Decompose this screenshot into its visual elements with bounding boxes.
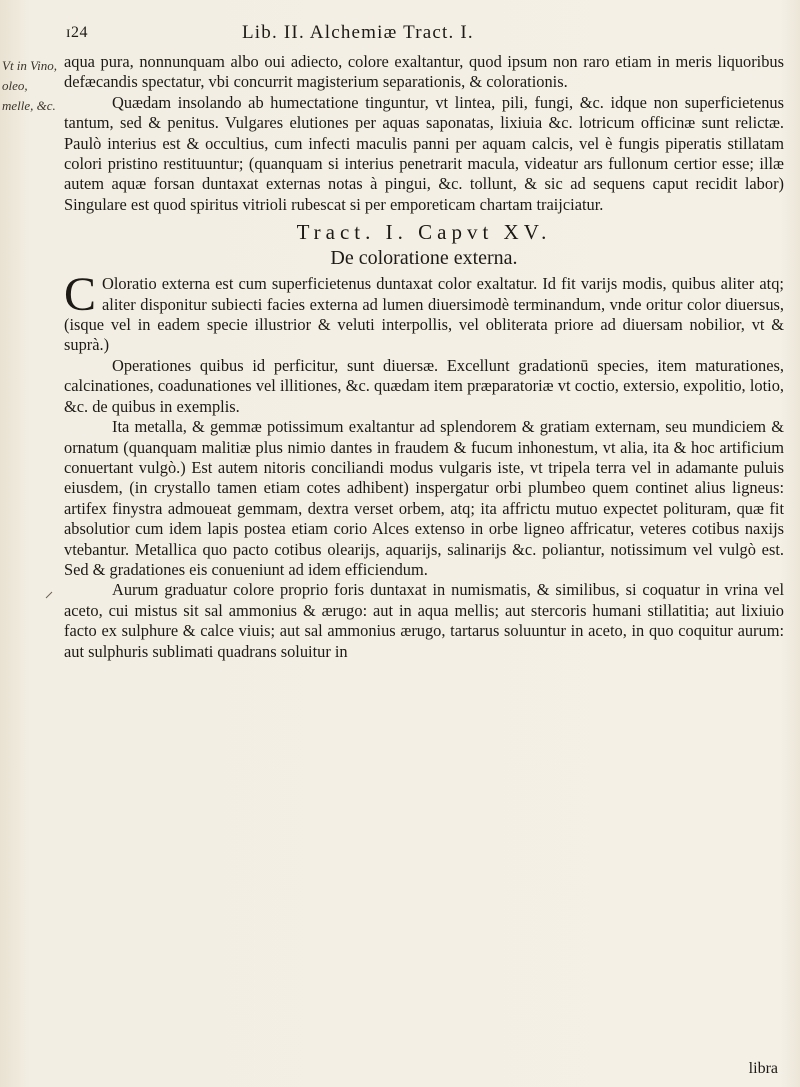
paragraph-continuation: aqua pura, nonnunquam albo oui adiecto, colore exaltantur, quod ipsum non raro etiam in meris liquoribus defæcandis spectatur, vbi concurrit magisterium separationis, & colorationis. <box>64 52 784 92</box>
first-paragraph-text: Oloratio externa est cum superficietenus duntaxat color exaltatur. Id fit varijs modis, quibus aliter atq; aliter disponitur subiecti facies externa ad lumen diuersimodè terminandum, vnde oritur color diuersus, (isque vel in eadem specie illustrior & veluti interpollis, vel obliterata priore ad diuersam nobilior, vt & suprà.) <box>64 274 784 355</box>
body-text <box>64 52 784 662</box>
paragraph: Aurum graduatur colore proprio foris duntaxat in numismatis, & similibus, si coquatur in vrina vel aceto, cui mistus sit sal ammonius & ærugo: aut in aqua mellis; aut stercoris humani stillatitia; aut lixiuio facto ex sulphure & calce viuis; aut sal ammonius ærugo, tartarus soluuntur in aceto, in quo coquitur aurum: aut sulphuris sublimati quadrans soluitur in <box>64 580 784 661</box>
chapter-heading: Tract. I. Capvt XV. <box>296 220 552 245</box>
page-header <box>64 22 764 48</box>
chapter-title: De coloratione externa. <box>330 247 518 270</box>
drop-cap: C <box>64 268 97 322</box>
running-head: Lib. II. Alchemiæ Tract. I. <box>242 22 474 43</box>
paragraph: Quædam insolando ab humectatione tinguntur, vt lintea, pili, fungi, &c. idque non superficietenus tantum, sed & penitus. Vulgares elutiones per aquas saponatas, lixiuia &c. lotricum officinæ sunt relictæ. Paulò interius est & occultius, cum infecti maculis panni per aquam calcis, vel è fungis piperatis stillatam colori pristino restituuntur; (quanquam si interius penetrarit macula, videatur ars fullonum certior esse; illæ autem aquæ forsan duntaxat externas notas à pingui, &c. tollunt, & sic ad sequens caput recidit labor) Singulare est quod spiritus vitrioli rubescat si per emporeticam chartam traijciatur. <box>64 92 784 214</box>
page-number: ɪ24 <box>66 24 88 41</box>
paragraph: Operationes quibus id perficitur, sunt diuersæ. Excellunt gradationū species, item maturationes, calcinationes, coadunationes vel illitiones, &c. quædam item præparatoriæ vt coctio, extersio, expolitio, lotio, &c. de quibus in exemplis. <box>64 355 784 416</box>
catchword: libra <box>748 1060 778 1077</box>
ink-mark <box>44 590 54 600</box>
chapter-first-paragraph <box>64 268 784 356</box>
margin-note: Vt in Vino, oleo, melle, &c. <box>2 58 58 113</box>
paragraph: Ita metalla, & gemmæ potissimum exaltantur ad splendorem & gratiam externam, seu mundiciem & ornatum (quanquam malitiæ plus nimio dantes in fraudem & fucum inhonestum, vt alia, ita & hoc artificium conuertant vulgò.) Est autem nitoris conciliandi modus vulgaris iste, vt tripela terra vel in adamante puluis eiusdem, (in crystallo tamen etiam cotes adhibent) inspergatur orbi plumbeo quem continet alius ligneus: artifex finystra admoueat gemmam, dextra verset orbem, atq; ita affrictu mutuo expectet polituram, quæ fit absolutior cum idem lapis postea etiam corio Alces extenso in orbe ligneo affricatur, veteres cotibus naxijs vtebantur. Metallica quo pacto cotibus olearijs, aquarijs, salinarijs &c. poliantur, notissimum vel vulgò est. Sed & gradationes eis conueniunt ad idem efficiendum. <box>64 417 784 579</box>
